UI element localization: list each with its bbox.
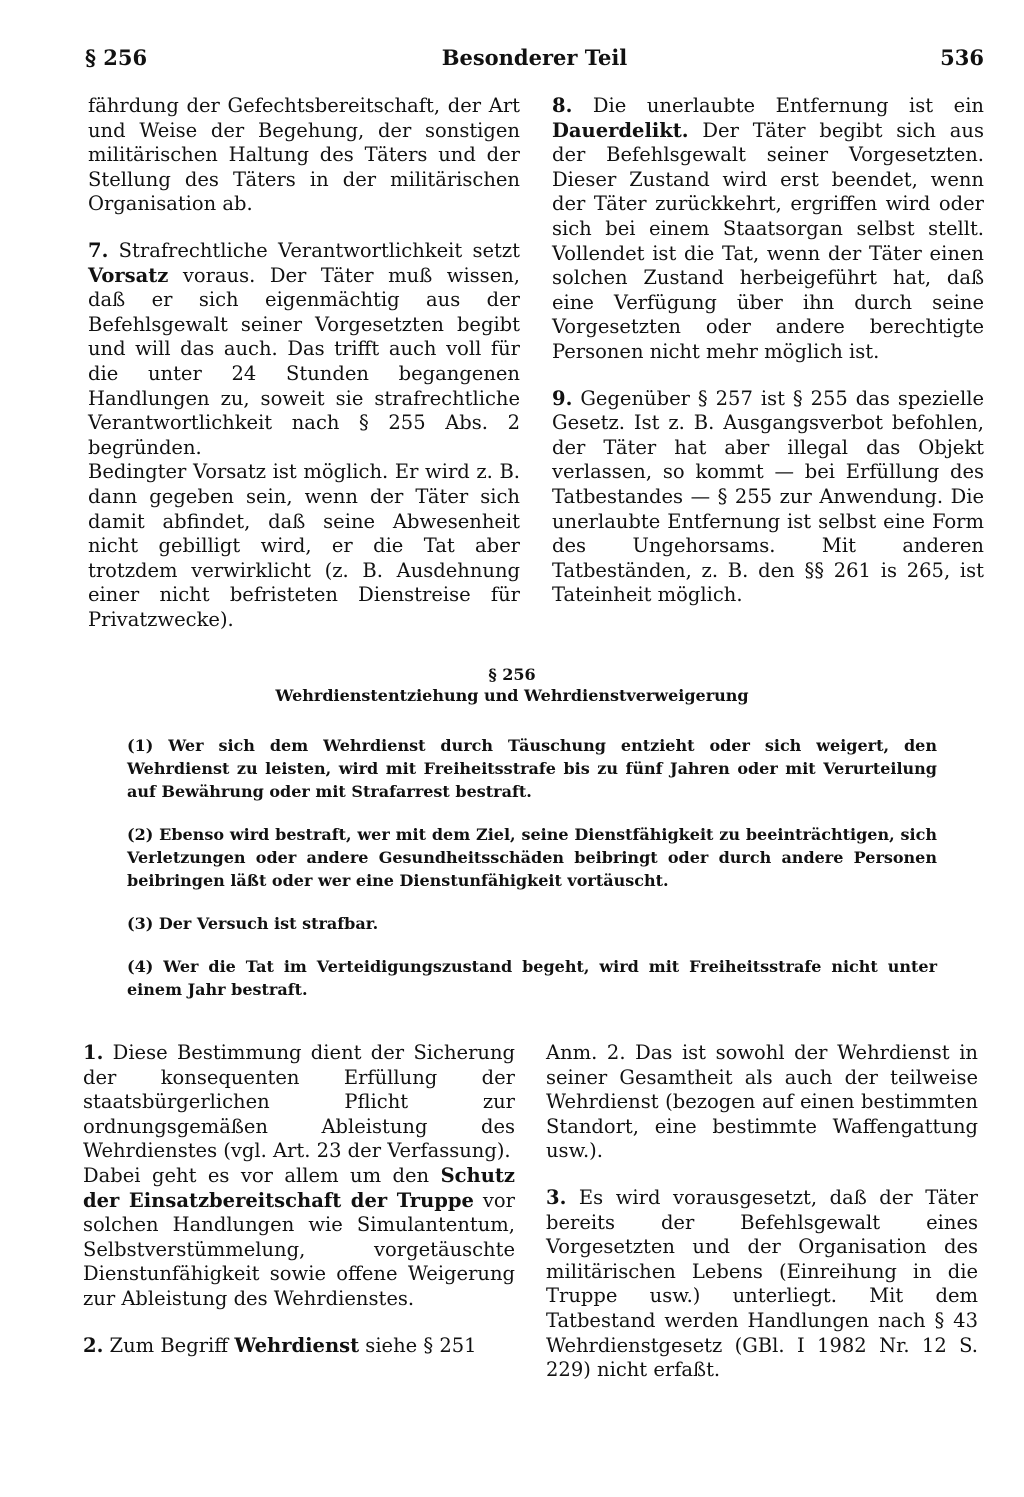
header-section-number: § 256 <box>85 45 148 70</box>
law-heading <box>60 664 964 706</box>
law-text <box>127 734 937 1021</box>
annotation-text: Die unerlaubte Entfernung ist ein <box>572 94 984 117</box>
annotation-text: Strafrechtliche Verantwortlichkeit setzt <box>108 238 520 262</box>
annotation-text: Diese Bestimmung dient der Sicherung der konsequenten Erfüllung der staatsbürgerlichen Pflicht zur ordnungsgemäßen Ableistung des Wehrdienstes (vgl. Art. 23 der Verfassung). <box>83 1041 515 1163</box>
paragraph-continuation: fährdung der Gefechtsbereitschaft, der Art und Weise der Begehung, der sonstigen militärischen Haltung des Täters und der Stellung des Täters in der militärischen Organisation ab. <box>88 94 520 216</box>
emphasis-term: Dauerdelikt. <box>552 118 689 142</box>
annotation-text: Gegenüber § 257 ist § 255 das spezielle Gesetz. Ist z. B. Ausgangsverbot befohlen, der Täter hat aber illegal das Objekt verlassen, so kommt — bei Erfüllung des Tatbestandes — § 255 zur Anwendung. Die unerlaubte Entfernung ist selbst eine Form des Ungehorsams. Mit anderen Tatbeständen, z. B. den §§ 261 is 265, ist Tateinheit möglich. <box>552 386 984 607</box>
law-paragraph-1: (1) Wer sich dem Wehrdienst durch Täuschung entzieht oder sich weigert, den Wehrdienst zu leisten, wird mit Freiheitsstrafe bis zu fünf Jahren oder mit Verurteilung auf Bewährung oder mit Strafarrest bestraft. <box>127 736 937 801</box>
annotation-9 <box>552 387 984 608</box>
annotation-number: 1. <box>83 1041 104 1064</box>
page-header <box>85 45 984 79</box>
annotation-1 <box>83 1041 515 1164</box>
annotation-number: 7. <box>88 238 109 262</box>
emphasis-term: Schutz der Einsatzbereitschaft der Truppe <box>83 1163 515 1212</box>
annotation-text: Dabei geht es vor allem um den <box>83 1163 441 1187</box>
law-paragraph-2: (2) Ebenso wird bestraft, wer mit dem Ziel, seine Dienstfähigkeit zu beeinträchtigen, sich Verletzungen oder andere Gesundheitsschäden beibringt oder durch andere Personen beibringen läßt oder wer eine Dienstunfähigkeit vortäuscht. <box>127 825 937 890</box>
annotation-text: Zum Begriff <box>103 1333 235 1357</box>
annotation-number: 2. <box>83 1333 104 1357</box>
emphasis-term: Wehrdienst <box>234 1333 360 1357</box>
header-page-number: 536 <box>940 45 984 70</box>
law-section-title: Wehrdienstentziehung und Wehrdienstverweigerung <box>275 686 749 705</box>
annotation-7 <box>88 239 520 460</box>
header-part-title: Besonderer Teil <box>441 45 628 70</box>
annotation-8 <box>552 94 984 365</box>
annotation-1-continued <box>83 1164 515 1312</box>
annotation-number: 9. <box>552 386 573 410</box>
annotation-number: 3. <box>546 1185 567 1209</box>
law-section-number: § 256 <box>488 665 536 684</box>
top-right-column <box>552 94 984 630</box>
annotation-2-continued: Anm. 2. Das ist sowohl der Wehrdienst in seiner Gesamtheit als auch der teilweise Wehrdienst (bezogen auf einen bestimmten Standort, eine bestimmte Waffengattung usw.). <box>546 1041 978 1163</box>
annotation-text: vor solchen Handlungen wie Simulantentum, Selbstverstümmelung, vorgetäuschte Dienstunfähigkeit sowie offene Weigerung zur Ableistung des Wehrdienstes. <box>83 1188 515 1310</box>
annotation-text: Der Täter begibt sich aus der Befehlsgewalt seiner Vorgesetzten. Dieser Zustand wird erst beendet, wenn der Täter zurückkehrt, ergriffen wird oder sich bei einem Staatsorgan selbst stellt. Vollendet ist die Tat, wenn der Täter einen solchen Zustand herbeigeführt hat, daß eine Verfügung über ihn durch seine Vorgesetzten oder andere berechtigte Personen nicht mehr möglich ist. <box>552 118 984 363</box>
emphasis-term: Vorsatz <box>88 263 169 287</box>
annotation-text: Es wird vorausgesetzt, daß der Täter bereits der Befehlsgewalt eines Vorgesetzten und der Organisation des militärischen Lebens (Einreihung in die Truppe usw.) unterliegt. Mit dem Tatbestand werden Handlungen nach § 43 Wehrdienstgesetz (GBl. I 1982 Nr. 12 S. 229) nicht erfaßt. <box>546 1185 978 1382</box>
bottom-right-column <box>546 1041 978 1405</box>
annotation-3 <box>546 1186 978 1383</box>
annotation-2 <box>83 1334 515 1359</box>
top-left-column <box>88 94 520 654</box>
annotation-text: voraus. Der Täter muß wissen, daß er sich eigenmächtig aus der Befehlsgewalt seiner Vorgesetzten begibt und will das auch. Das trifft auch voll für die unter 24 Stunden begangenen Handlungen zu, soweit sie strafrechtliche Verantwortlichkeit nach § 255 Abs. 2 begründen. <box>88 263 520 459</box>
bottom-left-column <box>83 1041 515 1380</box>
annotation-7-continued: Bedingter Vorsatz ist möglich. Er wird z. B. dann gegeben sein, wenn der Täter sich damit abfindet, daß seine Abwesenheit nicht gebilligt wird, er die Tat aber trotzdem verwirklicht (z. B. Ausdehnung einer nicht befristeten Dienstreise für Privatzwecke). <box>88 460 520 631</box>
annotation-text: siehe § 251 <box>359 1333 477 1357</box>
law-paragraph-3: (3) Der Versuch ist strafbar. <box>127 914 379 933</box>
annotation-number: 8. <box>552 94 573 117</box>
law-paragraph-4: (4) Wer die Tat im Verteidigungszustand begeht, wird mit Freiheitsstrafe nicht unter einem Jahr bestraft. <box>127 957 937 999</box>
